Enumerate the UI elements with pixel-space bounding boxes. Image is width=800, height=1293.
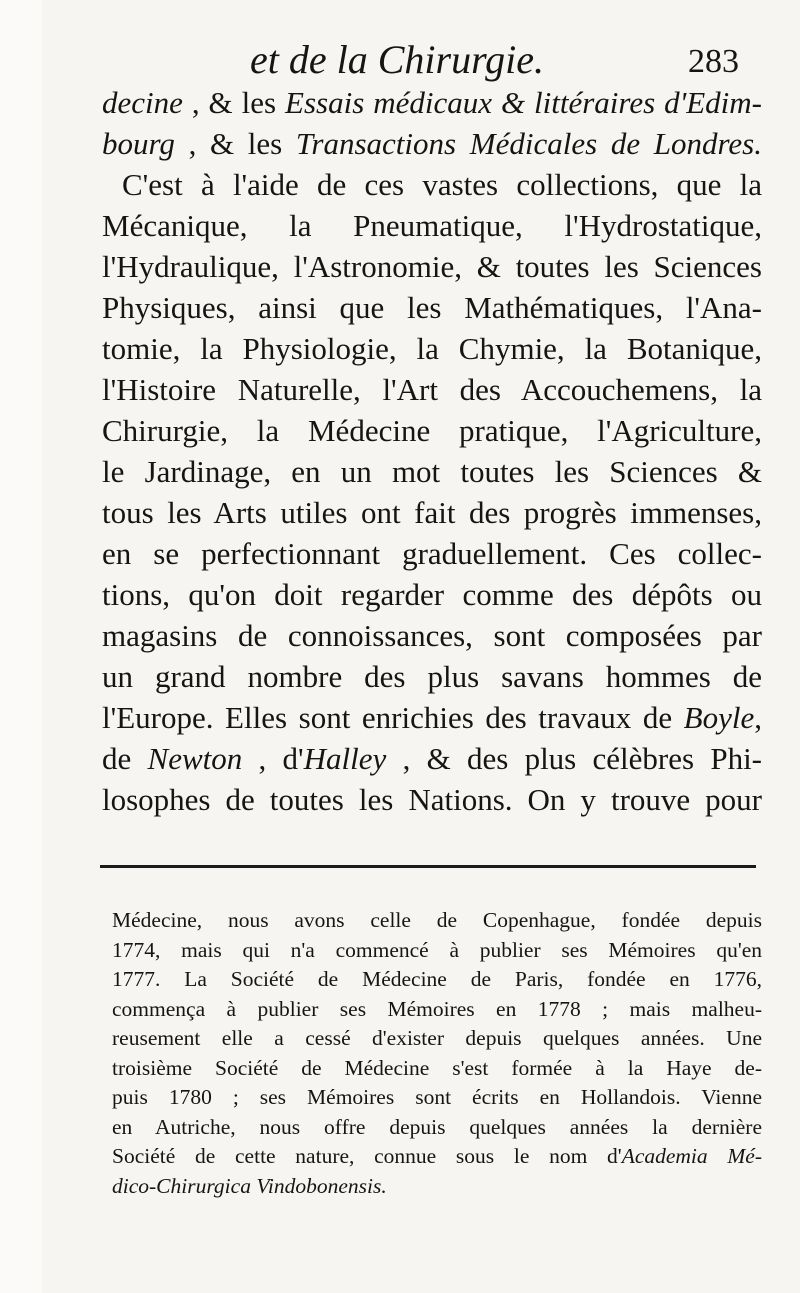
body-line: [102, 451, 762, 492]
body-line: [102, 615, 762, 656]
text-run: reusement elle a cessé d'exister depuis quelques années. Une: [112, 1026, 762, 1050]
body-text: [102, 82, 762, 820]
body-line: [102, 738, 762, 779]
body-line: [102, 164, 762, 205]
footnote-text: [112, 906, 762, 1201]
footnote-line: [112, 906, 762, 936]
text-run: magasins de connoissances, sont composées par: [102, 618, 762, 653]
text-run: tous les Arts utiles ont fait des progrès immenses,: [102, 495, 762, 530]
text-run: en Autriche, nous offre depuis quelques années la dernière: [112, 1114, 762, 1139]
text-run: troisième Société de Médecine s'est formée à la Haye de-: [112, 1055, 762, 1080]
body-line: [102, 123, 762, 164]
body-line: [102, 410, 762, 451]
italic-text: bourg: [102, 126, 175, 161]
text-run: l'Hydraulique, l'Astronomie, & toutes les Sciences: [102, 249, 762, 284]
italic-text: Academia Mé-: [621, 1144, 762, 1168]
text-run: Société de cette nature, connue sous le nom d': [112, 1144, 622, 1168]
body-line: [102, 697, 762, 738]
footnote-line: [112, 1083, 762, 1113]
body-line: [102, 369, 762, 410]
body-line: [102, 287, 762, 328]
body-line: [102, 533, 762, 574]
footnote-line: [112, 965, 762, 995]
footnote-line: [112, 1024, 762, 1054]
text-run: le Jardinage, en un mot toutes les Sciences &: [102, 454, 762, 489]
text-run: , & les: [174, 126, 296, 161]
text-run: 1774, mais qui n'a commencé à publier ses Mémoires qu'en: [112, 937, 762, 962]
text-run: Physiques, ainsi que les Mathématiques, l'Ana-: [102, 290, 762, 325]
footnote-line: [112, 936, 762, 966]
text-run: Mécanique, la Pneumatique, l'Hydrostatique,: [102, 208, 762, 243]
text-run: Chirurgie, la Médecine pratique, l'Agriculture,: [102, 413, 762, 448]
body-line: [102, 82, 762, 123]
running-header: et de la Chirurgie.: [250, 37, 545, 82]
footnote-line: [112, 1172, 762, 1202]
text-run: ,: [754, 700, 762, 735]
text-run: tions, qu'on doit regarder comme des dépôts ou: [102, 577, 762, 612]
footnote-line: [112, 1142, 762, 1172]
body-line: [102, 574, 762, 615]
page-edge: [0, 0, 42, 1293]
body-line: [102, 246, 762, 287]
text-run: un grand nombre des plus savans hommes de: [102, 659, 762, 694]
text-run: puis 1780 ; ses Mémoires sont écrits en Hollandois. Vienne: [112, 1085, 762, 1109]
text-run: tomie, la Physiologie, la Chymie, la Botanique,: [102, 331, 762, 366]
italic-text: Halley: [303, 741, 387, 776]
body-line: [102, 492, 762, 533]
body-line: [102, 328, 762, 369]
text-run: commença à publier ses Mémoires en 1778 ; mais malheu-: [112, 996, 762, 1021]
text-run: l'Histoire Naturelle, l'Art des Accouchemens, la: [102, 372, 762, 407]
text-run: , & des plus célèbres Phi-: [386, 741, 762, 776]
footnote-line: [112, 1113, 762, 1143]
text-run: , & les: [182, 85, 286, 120]
italic-text: Newton: [147, 741, 243, 776]
footnote-rule: [100, 865, 756, 868]
italic-text: Transactions Médicales de Londres.: [295, 126, 762, 161]
body-line: [102, 779, 762, 820]
text-run: de: [102, 741, 148, 776]
text-run: Médecine, nous avons celle de Copenhague, fondée depuis: [112, 908, 762, 932]
text-run: C'est à l'aide de ces vastes collections, que la: [122, 167, 762, 202]
page-number: 283: [688, 43, 739, 80]
text-run: l'Europe. Elles sont enrichies des travaux de: [102, 700, 684, 735]
text-run: en se perfectionnant graduellement. Ces collec-: [102, 536, 762, 571]
body-line: [102, 205, 762, 246]
text-run: 1777. La Société de Médecine de Paris, fondée en 1776,: [112, 967, 762, 991]
text-run: losophes de toutes les Nations. On y trouve pour: [102, 782, 762, 817]
italic-text: Boyle: [683, 700, 755, 735]
italic-text: dico-Chirurgica Vindobonensis.: [112, 1173, 387, 1198]
text-run: , d': [242, 741, 304, 776]
italic-text: decine: [102, 85, 183, 120]
italic-text: Essais médicaux & littéraires d'Edim-: [285, 85, 762, 120]
footnote-line: [112, 995, 762, 1025]
footnote-line: [112, 1054, 762, 1084]
body-line: [102, 656, 762, 697]
